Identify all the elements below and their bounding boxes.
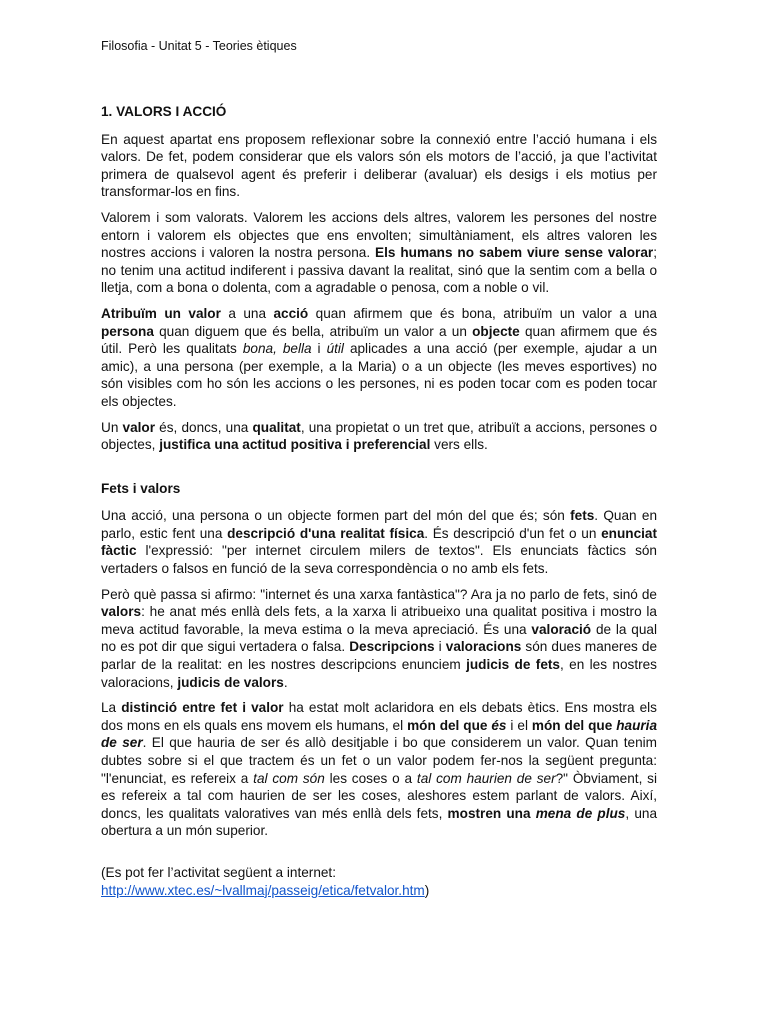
paragraph-3: [101, 305, 657, 411]
p3-segment: aplicades a una acció (per exemple, ajudar a un amic), a una persona (per exemple, a la Maria) o a un objecte (les meves esportives) no són visibles com ho són les accions o les persones, ni es poden tocar com es poden tocar els objectes.: [101, 341, 658, 409]
p7-segment: i el: [506, 717, 532, 733]
p6-segment: : he anat més enllà dels fets, a la xarxa li atribueixo una qualitat positiva i mostro la meva actitud favorable, la meva estima o la meva apreciació. És una: [101, 604, 657, 637]
p7-segment: les coses o a: [324, 770, 417, 786]
p3-segment: útil: [326, 341, 344, 357]
p3-segment: acció: [273, 305, 309, 321]
p7-segment: distinció entre fet i valor: [121, 700, 284, 716]
p7-segment: hauria de ser: [101, 717, 658, 751]
p7-segment: La: [101, 700, 122, 716]
p5-segment: descripció d'una realitat física: [227, 525, 425, 541]
spacer: [101, 462, 657, 480]
p2-segment: Els humans no sabem viure sense valorar: [375, 245, 654, 261]
activity-note-close: ): [424, 882, 430, 898]
p4-segment: , una propietat o un tret que, atribuït a accions, persones o objectes,: [101, 419, 658, 453]
activity-note: [101, 864, 657, 899]
p4-segment: valor: [122, 419, 156, 435]
p4-segment: justifica una actitud positiva i preferencial: [159, 437, 431, 453]
p7-segment: ?" Òbviament, si es refereix a tal com haurien de ser les coses, aleshores estem parlant de valors. Així, doncs, les qualitats valoratives van més enllà dels fets,: [101, 770, 657, 821]
p3-segment: quan diguem que és bella, atribuïm un valor a un: [153, 323, 473, 339]
p4-segment: vers ells.: [430, 437, 488, 453]
p5-segment: fets: [570, 508, 595, 524]
p6-segment: valors: [101, 604, 142, 620]
p5-segment: . Quan en parlo, estic fent una: [101, 508, 658, 541]
paragraph-7: [101, 699, 657, 840]
p3-segment: bona, bella: [242, 341, 312, 357]
p3-segment: persona: [101, 323, 154, 339]
p6-segment: de la qual no es pot dir que sigui vertadera o falsa.: [101, 621, 658, 655]
p3-segment: i: [311, 341, 327, 357]
p7-segment: tal com són: [253, 770, 325, 786]
p6-segment: , en les nostres valoracions,: [101, 657, 657, 690]
p7-segment: mostren una: [447, 805, 536, 821]
p6-segment: judicis de valors: [177, 674, 284, 690]
paragraph-6: [101, 586, 657, 692]
p7-segment: món del que: [407, 717, 492, 733]
p6-segment: són dues maneres de parlar de la realitat: en les nostres descripcions enunciem: [101, 639, 658, 673]
page-header: Filosofia - Unitat 5 - Teories ètiques: [101, 39, 297, 53]
p6-segment: i: [434, 639, 446, 655]
p3-segment: Atribuïm un valor: [101, 305, 221, 321]
p6-segment: valoracions: [445, 639, 522, 655]
p5-segment: l'expressió: "per internet circulem milers de textos". Els enunciats fàctics són vertaders o falsos en funció de la seva correspondència o no amb els fets.: [101, 543, 657, 577]
p3-segment: objecte: [472, 323, 520, 339]
p5-segment: . És descripció d'un fet o un: [424, 525, 602, 541]
paragraph-4: [101, 419, 657, 454]
spacer: [101, 848, 657, 864]
p4-segment: és, doncs, una: [155, 419, 253, 435]
section-title-fets-i-valors: Fets i valors: [101, 480, 181, 496]
paragraph-5: [101, 507, 657, 577]
p7-segment: ha estat molt aclaridora en els debats ètics. Ens mostra els dos mons en els quals ens movem els humans, el: [101, 700, 657, 733]
p5-segment: Una acció, una persona o un objecte formen part del món del que és; són: [101, 508, 571, 524]
p3-segment: quan afirmem que és útil. Però les qualitats: [101, 323, 657, 357]
p3-segment: a una: [220, 305, 274, 321]
p7-segment: . El que hauria de ser és allò desitjable i bo que considerem un valor. Quan tenim dubtes sobre si el que tractem és un fet o un valor podem fer-nos la següent pregunta: "l'enunciat, es refereix a: [101, 735, 657, 786]
p7-segment: , una obertura a un món superior.: [101, 805, 658, 839]
p6-segment: judicis de fets: [466, 657, 560, 673]
p7-segment: tal com haurien de ser: [416, 770, 556, 786]
activity-link[interactable]: http://www.xtec.es/~lvallmaj/passeig/etica/fetvalor.htm: [101, 882, 425, 898]
p7-segment: és: [491, 717, 507, 733]
section-title-valors-i-accio: 1. VALORS I ACCIÓ: [101, 104, 227, 119]
p7-segment: mena de plus: [535, 805, 626, 821]
p6-segment: Descripcions: [349, 639, 435, 655]
p3-segment: quan afirmem que és bona, atribuïm un valor a una: [308, 305, 657, 321]
p6-segment: Però què passa si afirmo: "internet és una xarxa fantàstica"? Ara ja no parlo de fets, sinó de: [101, 586, 657, 602]
p2-segment: ; no tenim una actitud indiferent i passiva davant la realitat, sinó que la sentim com a bella o lletja, com a bona o dolenta, com a agradable o penosa, com a noble o vil.: [101, 245, 657, 296]
p7-segment: món del que: [531, 717, 617, 733]
p2-segment: Valorem i som valorats. Valorem les accions dels altres, valorem les persones del nostre entorn i valorem els objectes que ens envolten; simultàniament, els altres valoren les nostres accions i valoren la nostra persona.: [101, 209, 657, 261]
p5-segment: enunciat fàctic: [101, 525, 657, 559]
p4-segment: Un: [101, 419, 123, 435]
paragraph-2: [101, 209, 657, 297]
paragraph-1: En aquest apartat ens proposem reflexionar sobre la connexió entre l’acció humana i els valors. De fet, podem considerar que els valors són els motors de l’acció, ja que l’activitat primera de qualsevol agent és preferir i deliberar (avaluar) els desigs i els motius per transformar-los en fins.: [101, 131, 657, 200]
p6-segment: .: [283, 674, 288, 690]
p6-segment: valoració: [531, 621, 592, 637]
p4-segment: qualitat: [252, 419, 301, 435]
activity-note-text: (Es pot fer l’activitat següent a internet:: [101, 864, 336, 880]
document-body: [101, 103, 657, 907]
